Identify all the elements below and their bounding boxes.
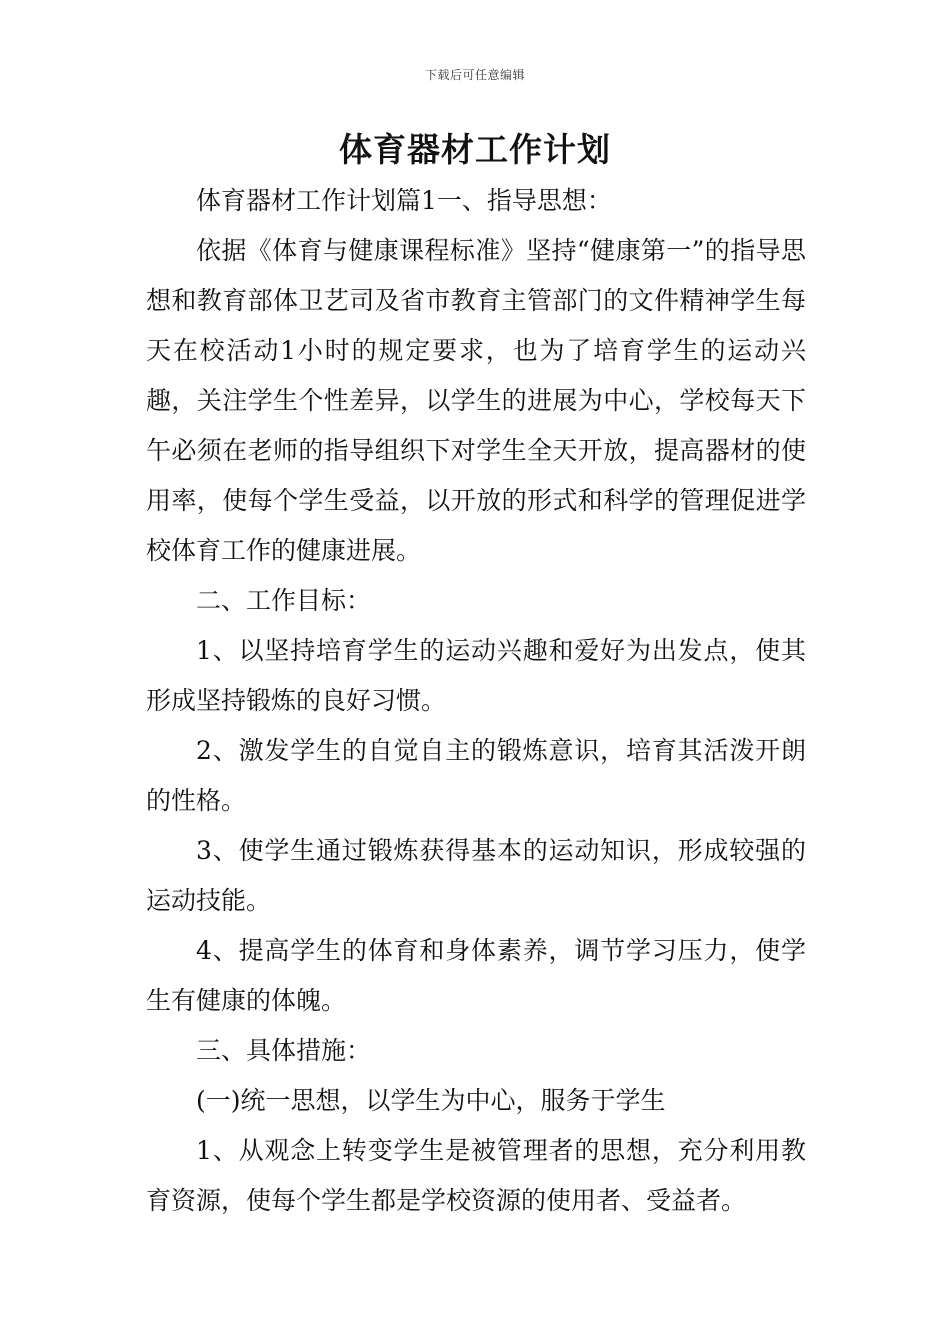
section-heading-measures: 三、具体措施： <box>196 1036 372 1065</box>
goal-item-4: 4、提高学生的体育和身体素养，调节学习压力，使学生有健康的体魄。 <box>146 936 806 1015</box>
goal-item-2: 2、激发学生的自觉自主的锻炼意识，培育其活泼开朗的性格。 <box>146 736 806 815</box>
measure-subheading-1: (一)统一思想，以学生为中心，服务于学生 <box>196 1086 666 1115</box>
paragraph-guiding-ideology: 依据《体育与健康课程标准》坚持“健康第一”的指导思想和教育部体卫艺司及省市教育主管部门的文件精神学生每天在校活动1小时的规定要求，也为了培育学生的运动兴趣，关注学生个性差异，以学生的进展为中心，学校每天下午必须在老师的指导组织下对学生全天开放，提高器材的使用率，使每个学生受益，以开放的形式和科学的管理促进学校体育工作的健康进展。 <box>146 236 806 565</box>
paragraph-intro-heading: 体育器材工作计划篇1一、指导思想： <box>196 186 612 215</box>
goal-item-3: 3、使学生通过锻炼获得基本的运动知识，形成较强的运动技能。 <box>146 836 806 915</box>
section-heading-goals: 二、工作目标： <box>196 586 372 615</box>
document-title: 体育器材工作计划 <box>339 130 611 169</box>
document-body <box>146 176 806 1226</box>
header-note: 下载后可任意编辑 <box>424 68 525 82</box>
goal-item-1: 1、以坚持培育学生的运动兴趣和爱好为出发点，使其形成坚持锻炼的良好习惯。 <box>146 636 806 715</box>
measure-item-1: 1、从观念上转变学生是被管理者的思想，充分利用教育资源，使每个学生都是学校资源的使用者、受益者。 <box>146 1136 806 1215</box>
